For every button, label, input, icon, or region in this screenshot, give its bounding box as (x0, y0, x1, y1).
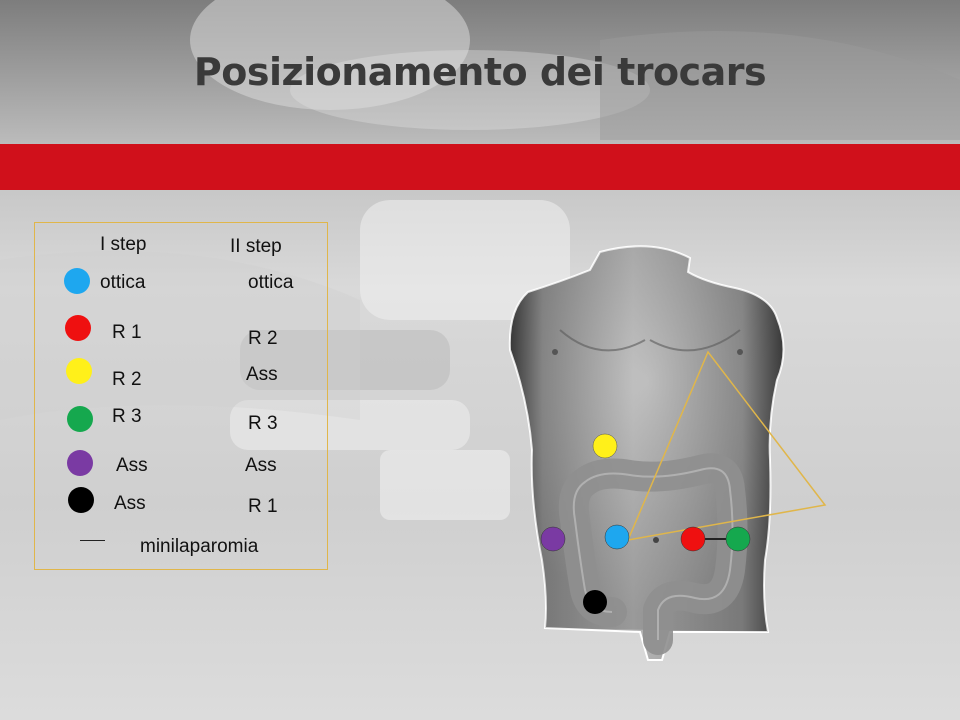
trocar-r2 (593, 434, 617, 458)
minilaparomia-label: minilaparomia (140, 536, 259, 557)
trocar-ass-black (583, 590, 607, 614)
legend-row-1-col1: ottica (100, 272, 146, 293)
legend-row-3-col1: R 2 (112, 369, 142, 390)
legend-row-4-col2: R 3 (248, 413, 278, 434)
legend-row-6-col1: Ass (114, 493, 146, 514)
trocar-ass-purple (541, 527, 565, 551)
trocar-ottica (605, 525, 629, 549)
legend-row-4-col1: R 3 (112, 406, 142, 427)
legend-row-5-col2: Ass (245, 455, 277, 476)
legend-row-1-col2: ottica (248, 272, 294, 293)
legend-row-6-col2: R 1 (248, 496, 278, 517)
legend-row-3-col2: Ass (246, 364, 278, 385)
legend-row-5-col1: Ass (116, 455, 148, 476)
trocar-r3 (726, 527, 750, 551)
slide-title: Posizionamento dei trocars (193, 50, 767, 94)
trocar-r1 (681, 527, 705, 551)
legend-row-2-col1: R 1 (112, 322, 142, 343)
col2-header: II step (230, 236, 282, 257)
col1-header: I step (100, 234, 147, 255)
legend-row-2-col2: R 2 (248, 328, 278, 349)
